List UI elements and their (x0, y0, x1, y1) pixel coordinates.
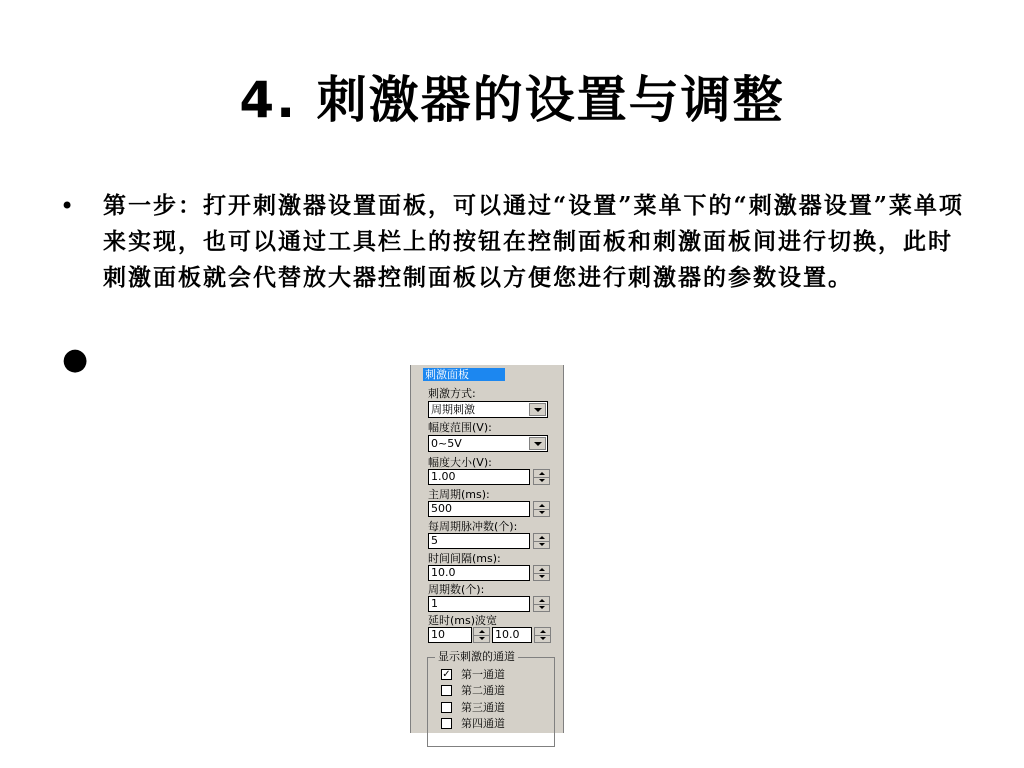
mode-label: 刺激方式: (428, 387, 476, 400)
amplitude-spinner[interactable] (533, 469, 550, 485)
bullet-step-one (60, 188, 970, 296)
channel-1-label: 第一通道 (461, 668, 505, 681)
spin-down-icon[interactable] (540, 637, 546, 640)
range-value: 0~5V (431, 437, 462, 450)
spin-down-icon[interactable] (479, 637, 485, 640)
chevron-down-icon[interactable] (529, 403, 546, 416)
period-input[interactable] (428, 501, 530, 517)
spin-up-icon[interactable] (539, 568, 545, 571)
period-value: 500 (431, 502, 452, 515)
cycles-value: 1 (431, 597, 438, 610)
bullet-list (60, 188, 970, 296)
mode-select[interactable] (428, 401, 548, 418)
channels-group-label: 显示刺激的通道 (435, 650, 518, 663)
slide-title: 4. 刺激器的设置与调整 (239, 71, 785, 129)
spin-down-icon[interactable] (539, 606, 545, 609)
interval-label: 时间间隔(ms): (428, 552, 501, 565)
mode-value: 周期刺激 (431, 403, 475, 416)
delay-input[interactable] (428, 627, 472, 643)
delay-value: 10 (431, 628, 445, 641)
range-label: 幅度范围(V): (428, 421, 492, 434)
interval-value: 10.0 (431, 566, 456, 579)
pulses-label: 每周期脉冲数(个): (428, 520, 518, 533)
pulses-value: 5 (431, 534, 438, 547)
spin-down-icon[interactable] (539, 543, 545, 546)
cycles-label: 周期数(个): (428, 583, 485, 596)
channel-4-label: 第四通道 (461, 717, 505, 730)
panel-title: 刺激面板 (423, 368, 505, 381)
period-spinner[interactable] (533, 501, 550, 517)
interval-input[interactable] (428, 565, 530, 581)
channel-2-label: 第二通道 (461, 684, 505, 697)
bullet-marker: • (60, 192, 75, 220)
spin-down-icon[interactable] (539, 575, 545, 578)
spin-up-icon[interactable] (540, 630, 546, 633)
channel-3-label: 第三通道 (461, 701, 505, 714)
cycles-spinner[interactable] (533, 596, 550, 612)
width-spinner[interactable] (534, 627, 551, 643)
cycles-input[interactable] (428, 596, 530, 612)
pulses-spinner[interactable] (533, 533, 550, 549)
spin-up-icon[interactable] (539, 536, 545, 539)
spin-up-icon[interactable] (539, 599, 545, 602)
check-icon[interactable]: ✓ (442, 669, 451, 680)
delay-width-label: 延时(ms)波宽 (428, 614, 498, 627)
delay-spinner[interactable] (473, 627, 490, 643)
amplitude-label: 幅度大小(V): (428, 456, 492, 469)
chevron-down-icon[interactable] (529, 437, 546, 450)
checkbox-icon[interactable] (441, 702, 452, 713)
spin-up-icon[interactable] (539, 472, 545, 475)
range-select[interactable] (428, 435, 548, 452)
amplitude-input[interactable] (428, 469, 530, 485)
interval-spinner[interactable] (533, 565, 550, 581)
bullet-marker-empty: ● (62, 342, 89, 377)
spin-up-icon[interactable] (539, 504, 545, 507)
bullet-text: 第一步：打开刺激器设置面板，可以通过“设置”菜单下的“刺激器设置”菜单项来实现，也可以通过工具栏上的按钮在控制面板和刺激面板间进行切换，此时刺激面板就会代替放大器控制面板以方便您进行刺激器的参数设置。 (103, 192, 964, 291)
width-value: 10.0 (495, 628, 520, 641)
spin-down-icon[interactable] (539, 511, 545, 514)
width-input[interactable] (492, 627, 532, 643)
checkbox-icon[interactable] (441, 685, 452, 696)
pulses-input[interactable] (428, 533, 530, 549)
spin-up-icon[interactable] (479, 630, 485, 633)
period-label: 主周期(ms): (428, 488, 490, 501)
checkbox-icon[interactable] (441, 718, 452, 729)
amplitude-value: 1.00 (431, 470, 456, 483)
spin-down-icon[interactable] (539, 479, 545, 482)
